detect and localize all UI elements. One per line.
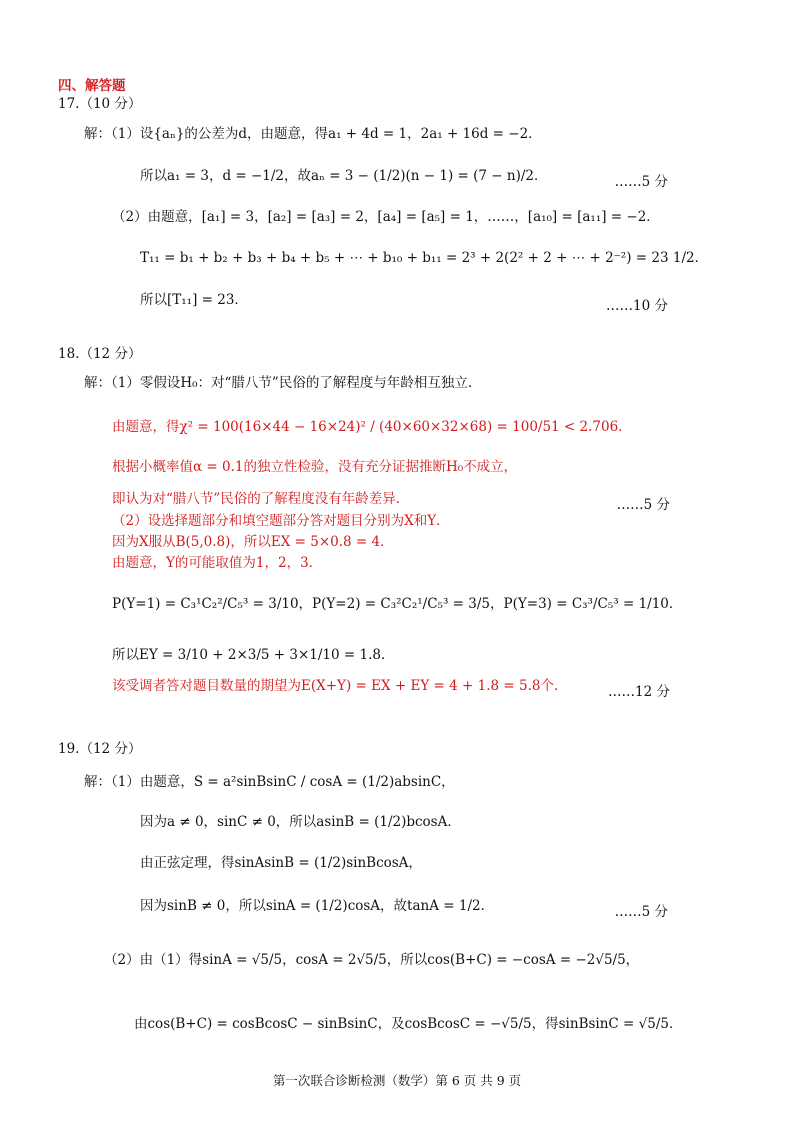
q19-line-2: 因为a ≠ 0，sinC ≠ 0，所以asinB = (1/2)bcosA． [140, 814, 461, 830]
q18-header: 18.（12 分） [58, 346, 142, 362]
q19-score-5: ……5 分 [614, 904, 668, 920]
q17-line-4: T₁₁ = b₁ + b₂ + b₃ + b₄ + b₅ + ⋯ + b₁₀ + b₁₁ = 2³ + 2(2² + 2 + ⋯ + 2⁻²) = 23 1/2． [140, 250, 709, 266]
q18-line-5: （2）设选择题部分和填空题部分答对题目分别为X和Y． [112, 513, 450, 529]
q19-line-4: 因为sinB ≠ 0，所以sinA = (1/2)cosA，故tanA = 1/2． [140, 898, 495, 914]
q19-line-5: （2）由（1）得sinA = √5/5，cosA = 2√5/5，所以cos(B+C) = −cosA = −2√5/5， [104, 952, 640, 968]
q18-line-1: 解：（1）零假设H₀：对“腊八节”民俗的了解程度与年龄相互独立. [84, 375, 473, 391]
q17-header: 17.（10 分） [58, 96, 142, 112]
page-footer: 第一次联合诊断检测（数学）第 6 页 共 9 页 [272, 1073, 522, 1088]
q18-line-3: 根据小概率值α = 0.1的独立性检验，没有充分证据推断H₀不成立， [112, 459, 518, 475]
q17-line-5: 所以[T₁₁] = 23． [140, 292, 248, 308]
q19-line-6: 由cos(B+C) = cosBcosC − sinBsinC，及cosBcosC = −√5/5，得sinBsinC = √5/5． [134, 1016, 683, 1032]
q18-line-8: P(Y=1) = C₃¹C₂²/C₅³ = 3/10，P(Y=2) = C₃²C₂¹/C₅³ = 3/5，P(Y=3) = C₃³/C₅³ = 1/10． [112, 596, 683, 612]
section-title: 四、解答题 [58, 78, 126, 94]
q18-score-12: ……12 分 [608, 684, 670, 700]
q18-line-7: 由题意，Y的可能取值为1，2，3． [112, 555, 323, 571]
q18-score-5: ……5 分 [616, 497, 670, 513]
q19-header: 19.（12 分） [58, 741, 142, 757]
q18-line-2: 由题意，得χ² = 100(16×44 − 16×24)² / (40×60×32×68) = 100/51 < 2.706． [112, 419, 632, 435]
q19-line-3: 由正弦定理，得sinAsinB = (1/2)sinBcosA， [140, 855, 422, 871]
q17-line-1: 解：（1）设{aₙ}的公差为d，由题意，得a₁ + 4d = 1，2a₁ + 16d = −2． [84, 126, 542, 142]
q18-line-9: 所以EY = 3/10 + 2×3/5 + 3×1/10 = 1.8． [112, 647, 395, 663]
q19-line-1: 解：（1）由题意，S = a²sinBsinC / cosA = (1/2)absinC， [84, 774, 455, 790]
q17-score-5: ……5 分 [614, 174, 668, 190]
q18-line-4: 即认为对“腊八节”民俗的了解程度没有年龄差异. [112, 491, 401, 507]
q18-line-6: 因为X服从B(5,0.8)，所以EX = 5×0.8 = 4． [112, 534, 394, 550]
q17-score-10: ……10 分 [606, 298, 668, 314]
q17-line-2: 所以a₁ = 3，d = −1/2，故aₙ = 3 − (1/2)(n − 1) = (7 − n)/2． [140, 168, 548, 184]
q18-line-10: 该受调者答对题目数量的期望为E(X+Y) = EX + EY = 4 + 1.8 = 5.8个. [112, 678, 559, 694]
q17-line-3: （2）由题意，[a₁] = 3，[a₂] = [a₃] = 2，[a₄] = [a₅] = 1，……，[a₁₀] = [a₁₁] = −2． [112, 209, 660, 225]
